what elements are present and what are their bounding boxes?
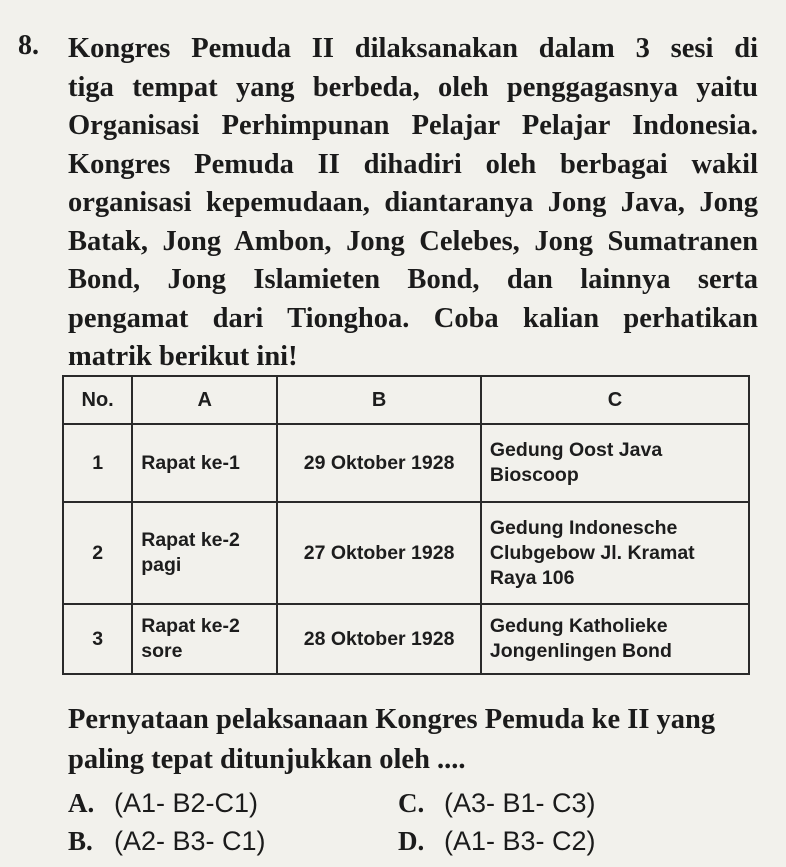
option-letter: A. bbox=[68, 788, 95, 818]
question-line: Batak, Jong Ambon, Jong Celebes, Jong Sumatranen bbox=[68, 225, 758, 257]
option-text: (A1- B2-C1) bbox=[114, 788, 259, 818]
question-number: 8. bbox=[18, 30, 39, 61]
prompt-line: paling tepat ditunjukkan oleh .... bbox=[68, 744, 466, 775]
header-a: A bbox=[132, 376, 277, 424]
option-a[interactable] bbox=[68, 788, 258, 819]
cell-no: 1 bbox=[63, 424, 132, 502]
question-line: pengamat dari Tionghoa. Coba kalian perhatikan bbox=[68, 302, 758, 334]
option-letter: C. bbox=[398, 788, 425, 818]
header-b: B bbox=[277, 376, 481, 424]
question-line: Bond, Jong Islamieten Bond, dan lainnya serta bbox=[68, 264, 758, 295]
cell-c bbox=[481, 502, 749, 604]
header-c: C bbox=[481, 376, 749, 424]
header-no: No. bbox=[63, 376, 132, 424]
table-header-row bbox=[63, 376, 749, 424]
cell-a bbox=[132, 604, 277, 674]
cell-a-line: sore bbox=[141, 640, 183, 662]
cell-c-line: Gedung Indonesche bbox=[489, 516, 678, 539]
option-text: (A3- B1- C3) bbox=[444, 788, 596, 818]
cell-b: 28 Oktober 1928 bbox=[277, 604, 481, 674]
cell-a-line: Rapat ke-2 bbox=[141, 615, 240, 637]
option-text: (A1- B3- C2) bbox=[444, 826, 596, 856]
table-row bbox=[63, 604, 749, 674]
option-letter: D. bbox=[398, 826, 425, 856]
cell-c-line: Raya 106 bbox=[489, 566, 575, 589]
cell-c-line: Gedung Katholieke bbox=[489, 615, 668, 637]
cell-c-line: Bioscoop bbox=[489, 464, 579, 486]
cell-b: 29 Oktober 1928 bbox=[277, 424, 481, 502]
cell-c bbox=[481, 604, 749, 674]
question-line: matrik berikut ini! bbox=[68, 341, 298, 372]
cell-no: 3 bbox=[63, 604, 132, 674]
cell-a bbox=[132, 502, 277, 604]
cell-c bbox=[481, 424, 749, 502]
table-row bbox=[63, 424, 749, 502]
cell-a-line: Rapat ke-1 bbox=[141, 451, 240, 474]
prompt-line: Pernyataan pelaksanaan Kongres Pemuda ke II yang bbox=[68, 704, 716, 735]
table-row bbox=[63, 502, 749, 604]
question-text bbox=[68, 30, 758, 377]
option-c[interactable] bbox=[398, 788, 596, 819]
cell-no: 2 bbox=[63, 502, 132, 604]
option-letter: B. bbox=[68, 826, 93, 856]
cell-b: 27 Oktober 1928 bbox=[277, 502, 481, 604]
question-line: Kongres Pemuda II dihadiri oleh berbagai wakil bbox=[68, 148, 758, 180]
cell-c-line: Gedung Oost Java bbox=[489, 439, 663, 461]
question-line: tiga tempat yang berbeda, oleh penggagasnya yaitu bbox=[68, 71, 758, 103]
option-text: (A2- B3- C1) bbox=[114, 826, 266, 856]
question-line: Organisasi Perhimpunan Pelajar Pelajar Indonesia. bbox=[68, 110, 758, 141]
matrix-table bbox=[62, 375, 750, 675]
cell-c-line: Clubgebow Jl. Kramat bbox=[489, 541, 695, 564]
cell-c-line: Jongenlingen Bond bbox=[489, 640, 672, 662]
cell-a-line: pagi bbox=[141, 554, 182, 576]
cell-a bbox=[132, 424, 277, 502]
question-prompt bbox=[68, 700, 758, 780]
question-line: organisasi kepemudaan, diantaranya Jong Java, Jong bbox=[68, 187, 758, 218]
option-d[interactable] bbox=[398, 826, 596, 857]
cell-a-line: Rapat ke-2 bbox=[141, 529, 240, 551]
option-b[interactable] bbox=[68, 826, 266, 857]
question-line: Kongres Pemuda II dilaksanakan dalam 3 sesi di bbox=[68, 33, 758, 64]
